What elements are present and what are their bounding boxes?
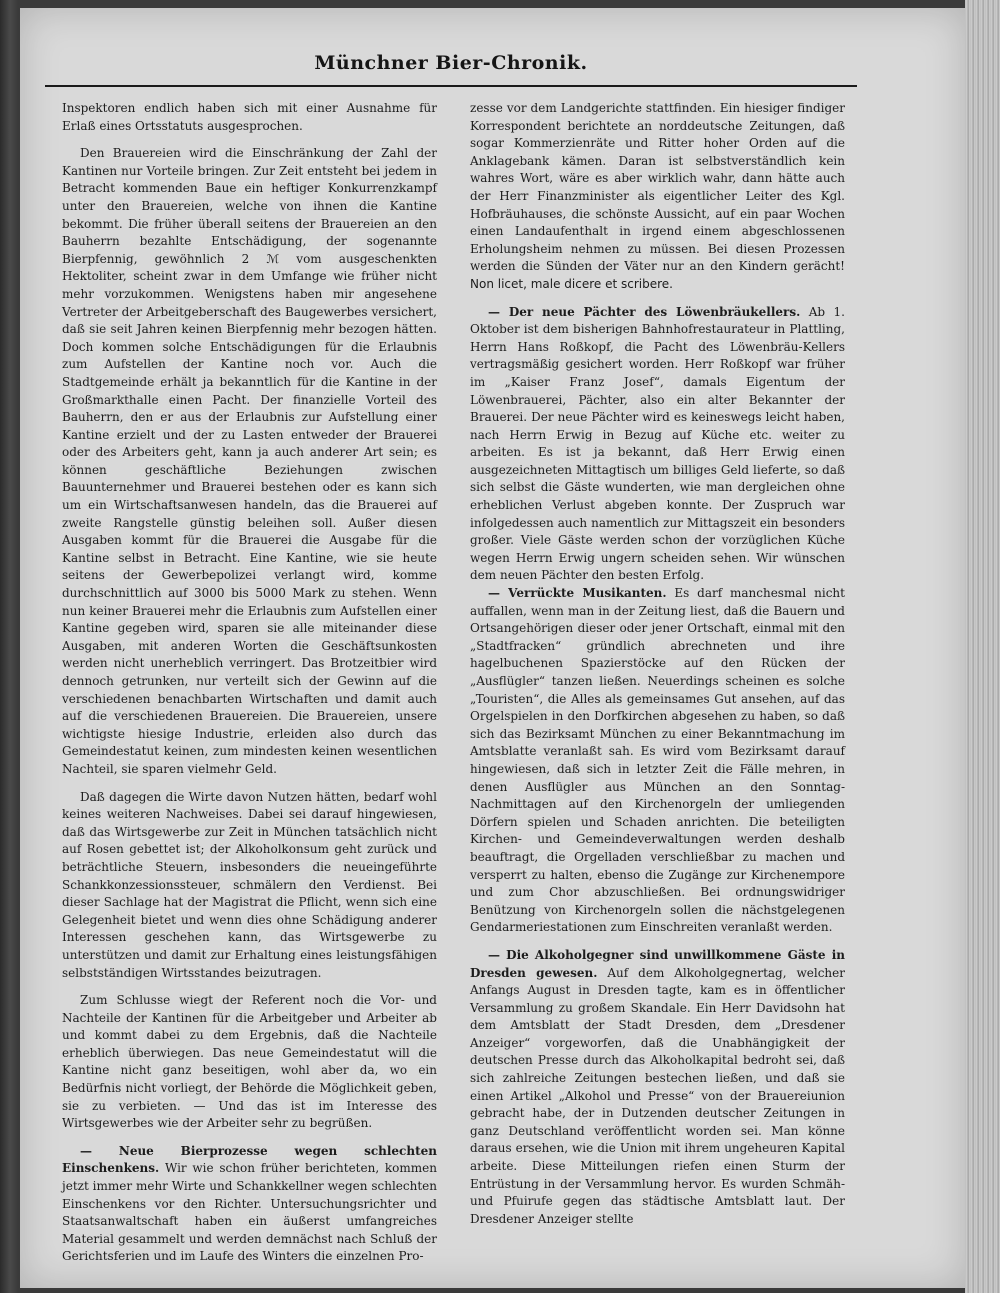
page-stack-edge xyxy=(965,0,1000,1293)
left-paragraph-1: Inspektoren endlich haben sich mit einer Ausnahme für Erlaß eines Ortsstatuts ausgesprochen. xyxy=(62,101,437,133)
article-title-alkoholgegner: — Die Alkoholgegner sind unwillkommene Gäste in Dresden gewesen. xyxy=(470,947,845,980)
right-article-loewenbraeukeller xyxy=(470,304,845,586)
left-paragraph-4: Zum Schlusse wiegt der Referent noch die Vor- und Nachteile der Kantinen für die Arbeitgeber und Arbeiter ab und kommt dabei zu dem Ergebnis, daß die Nachteile erheblich überwiegen. Das neue Gemeindestatut will die Kantine nicht ganz beseitigen, wohl aber da, wo ein Bedürfnis nicht vorliegt, der Behörde die Möglichkeit geben, sie zu verbieten. — Und das ist im Interesse des Wirtsgewerbes wie der Arbeiter sehr zu begrüßen. xyxy=(62,993,437,1131)
header-rule xyxy=(45,85,857,87)
article-text-alkoholgegner: Auf dem Alkoholgegnertag, welcher Anfangs August in Dresden tagte, kam es in öffentlicher Versammlung zu großem Skandale. Ein Herr Davidsohn hat dem Amtsblatt der Stadt Dresden, dem „Dresdener Anzeiger“ vorgeworfen, daß die Unabhängigkeit der deutschen Presse durch das Alkoholkapital bedroht sei, daß sich zahlreiche Zeitungen bestechen ließen, und daß sie einen Artikel „Alkohol und Presse“ von der Brauereiunion gebracht habe, der in Dutzenden deutscher Zeitungen in ganz Deutschland veröffentlicht worden sei. Man könne daraus ersehen, wie die Union mit ihrem ungeheuren Kapital arbeite. Diese Mitteilungen riefen einen Sturm der Entrüstung in der Versammlung hervor. Es wurden Schmäh- und Pfuirufe gegen das städtische Amtsblatt laut. Der Dresdener Anzeiger stellte xyxy=(470,965,845,1226)
left-article-bierprozesse xyxy=(62,1143,437,1266)
article-text-loewenbraeukeller: Ab 1. Oktober ist dem bisherigen Bahnhofrestaurateur in Plattling, Herrn Hans Roßkopf, die Pacht des Löwenbräu-Kellers vertragsmäßig gesichert worden. Herr Roßkopf war früher im „Kaiser Franz Josef“, damals Eigentum der Löwenbrauerei, Pächter, also ein alter Bekannter der Brauerei. Der neue Pächter wird es keineswegs leicht haben, nach Herrn Erwig in Bezug auf Küche etc. weiter zu arbeiten. Es ist ja bekannt, daß Herr Erwig einen ausgezeichneten Mittagtisch um billiges Geld lieferte, so daß sich selbst die Gäste wunderten, wie man dergleichen ohne erheblichen Verlust abgeben konnte. Der Zuspruch war infolgedessen auch namentlich zur Mittagszeit ein besonders großer. Viele Gäste werden schon der vorzüglichen Küche wegen Herrn Erwig ungern scheiden sehen. Wir wünschen dem neuen Pächter den besten Erfolg. xyxy=(470,304,845,583)
article-title-bierprozesse: — Neue Bierprozesse wegen schlechten Einschenkens. xyxy=(62,1143,437,1176)
right-column xyxy=(470,100,845,1226)
article-text-bierprozesse: Wir wie schon früher berichteten, kommen jetzt immer mehr Wirte und Schankkellner wegen schlechten Einschenkens vor den Richter. Untersuchungsrichter und Staatsanwaltschaft haben ein äußerst umfangreiches Material gesammelt und werden demnächst nach Schluß der Gerichtsferien und im Laufe des Winters die einzelnen Pro- xyxy=(62,1161,437,1264)
right-article-musikanten xyxy=(470,585,845,937)
latin-quote: Non licet, male dicere et scribere. xyxy=(470,276,673,291)
right-paragraph-1-text: zesse vor dem Landgerichte stattfinden. Ein hiesiger findiger Korrespondent berichtete an norddeutsche Zeitungen, daß sogar Kommerzienräte und Ritter hoher Orden auf die Anklagebank kämen. Daran ist selbstverständlich kein wahres Wort, wäre es aber wirklich wahr, dann hätte auch der Herr Finanzminister als eigentlicher Leiter des Kgl. Hofbräuhauses, die schönste Aussicht, auf ein paar Wochen einen Landaufenthalt in irgend einem abgeschlossenen Erholungsheim nehmen zu müssen. Bei diesen Prozessen werden die Sünden der Väter nur an den Kindern gerächt! xyxy=(470,101,845,274)
article-title-musikanten: — Verrückte Musikanten. xyxy=(488,586,667,601)
newspaper-page xyxy=(20,8,965,1288)
left-column xyxy=(62,100,437,1264)
right-article-alkoholgegner xyxy=(470,947,845,1229)
right-paragraph-1 xyxy=(470,100,845,294)
left-paragraph-2: Den Brauereien wird die Einschränkung der Zahl der Kantinen nur Vorteile bringen. Zur Zeit entsteht bei jedem in Betracht kommenden Baue ein heftiger Konkurrenzkampf unter den Brauereien, welche von ihnen die Kantine bekommt. Die früher überall seitens der Brauereien an den Bauherrn bezahlte Entschädigung, der sogenannte Bierpfennig, gewöhnlich 2 ℳ vom ausgeschenkten Hektoliter, scheint zwar in dem Umfange wie früher nicht mehr vorzukommen. Wenigstens haben mir angesehene Vertreter der Arbeitgeberschaft des Baugewerbes versichert, daß sie seit Jahren keinen Bierpfennig mehr bezogen hätten. Doch kommen solche Entschädigungen für die Erlaubnis zum Aufstellen der Kantine noch vor. Auch die Stadtgemeinde erhält ja bekanntlich für die Kantine in der Großmarkthalle einen Pacht. Der finanzielle Vorteil des Bauherrn, den er aus der Erlaubnis zur Aufstellung einer Kantine erzielt und der zu Lasten entweder der Brauerei oder des Arbeiters geht, kann ja auch anderer Art sein; es können geschäftliche Beziehungen zwischen Bauunternehmer und Brauerei bestehen oder es kann sich um ein Wirtschaftsanwesen handeln, das die Brauerei auf zweite Rangstelle günstig beleihen soll. Außer diesen Ausgaben kommt für die Brauerei die Ausgabe für die Kantine selbst in Betracht. Eine Kantine, wie sie heute seitens der Gewerbepolizei verlangt wird, komme durchschnittlich auf 3000 bis 5000 Mark zu stehen. Wenn nun keiner Brauerei mehr die Erlaubnis zum Aufstellen einer Kantine gegeben wird, sparen sie alle miteinander diese Ausgaben, mit anderen Worten die Geschäftsunkosten werden nicht unerheblich verringert. Das Brotzeitbier wird dennoch getrunken, nur verteilt sich der Gewinn auf die verschiedenen benachbarten Wirtschaften und damit auch auf die verschiedenen Brauereien. Die Brauereien, unsere wichtigste hiesige Industrie, erleiden also durch das Gemeindestatut keinen, zum mindesten keinen wesentlichen Nachteil, sie sparen vielmehr Geld. xyxy=(62,146,437,776)
article-text-musikanten: Es darf manchesmal nicht auffallen, wenn man in der Zeitung liest, daß die Bauern und Ortsangehörigen dieser oder jener Ortschaft, einmal mit den „Stadtfracken“ gründlich abrechneten und ihre hagelbuchenen Spazierstöcke auf den Rücken der „Ausflügler“ tanzen ließen. Neuerdings scheinen es solche „Touristen“, die Alles als gemeinsames Gut ansehen, auf das Orgelspielen in den Dorfkirchen abgesehen zu haben, so daß sich das Bezirksamt München zu einer Bekanntmachung im Amtsblatte veranlaßt sah. Es wird vom Bezirksamt darauf hingewiesen, daß sich in letzter Zeit die Fälle mehren, in denen Ausflügler aus München an den Sonntag-Nachmittagen auf den Kirchenorgeln der umliegenden Dörfern spielen und Schaden anrichten. Die beteiligten Kirchen- und Gemeindeverwaltungen werden deshalb beauftragt, die Orgelladen verschließbar zu machen und versperrt zu halten, ebenso die Zugänge zur Kirchenempore und zum Chor abzuschließen. Bei ordnungswidriger Benützung von Kirchenorgeln sollen die nächstgelegenen Gendarmeriestationen zum Einschreiten veranlaßt werden. xyxy=(470,586,845,935)
article-title-loewenbraeukeller: — Der neue Pächter des Löwenbräukellers. xyxy=(488,304,801,319)
page-header-title: Münchner Bier-Chronik. xyxy=(314,52,588,74)
left-paragraph-3: Daß dagegen die Wirte davon Nutzen hätten, bedarf wohl keines weiteren Nachweises. Dabei sei darauf hingewiesen, daß das Wirtsgewerbe zur Zeit in München tatsächlich nicht auf Rosen gebettet ist; der Alkoholkonsum geht zurück und beträchtliche Steuern, insbesonders die neueingeführte Schankkonzessionssteuer, schmälern den Verdienst. Bei dieser Sachlage hat der Magistrat die Pflicht, wenn sich eine Gelegenheit bietet und wenn dies ohne Schädigung anderer Interessen geschehen kann, das Wirtsgewerbe zu unterstützen und damit zur Erhaltung eines leistungsfähigen selbstständigen Wirtsstandes beizutragen. xyxy=(62,789,437,980)
